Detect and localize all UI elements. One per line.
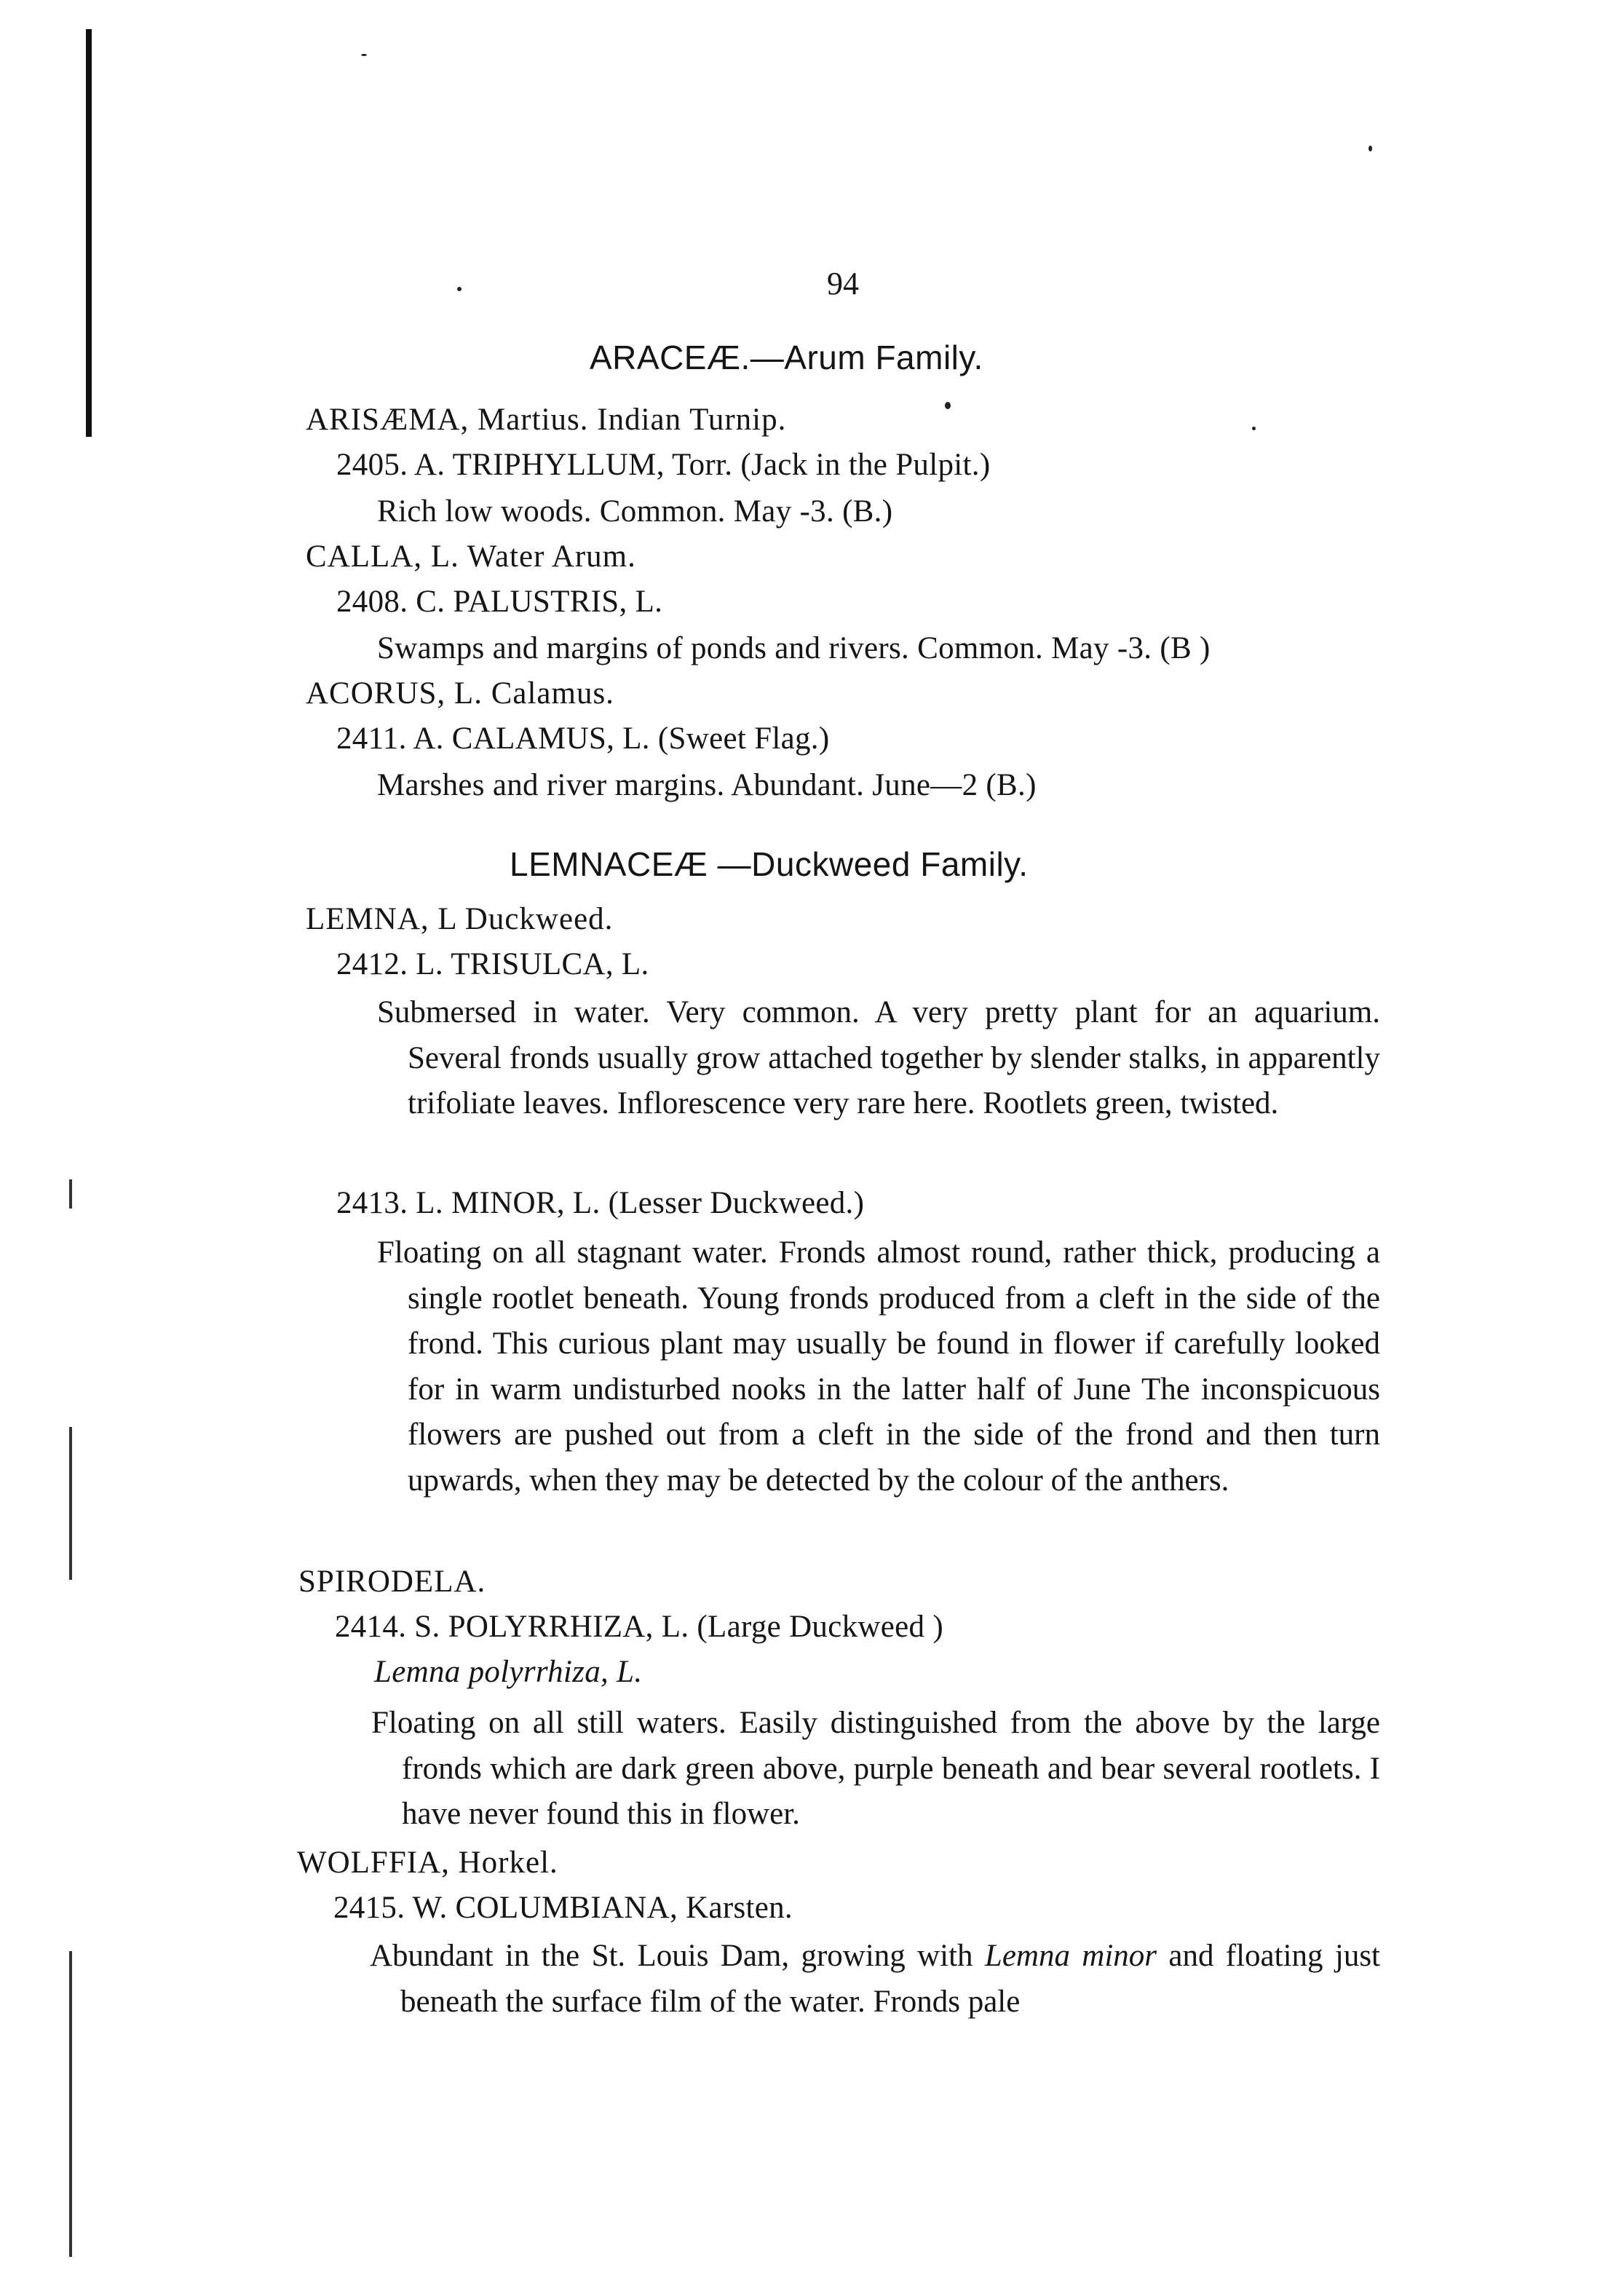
speck xyxy=(1368,146,1372,151)
speck xyxy=(945,402,951,409)
genus-calla: CALLA, L. Water Arum. xyxy=(306,539,636,574)
species-2412: 2412. L. TRISULCA, L. xyxy=(336,947,649,981)
genus-acorus: ACORUS, L. Calamus. xyxy=(306,676,614,711)
genus-wolffia: WOLFFIA, Horkel. xyxy=(297,1846,558,1880)
family-heading-araceae: ARACEÆ.—Arum Family. xyxy=(590,339,983,376)
species-2411: 2411. A. CALAMUS, L. (Sweet Flag.) xyxy=(336,721,830,756)
synonym-2414: Lemna polyrrhiza, L. xyxy=(374,1655,643,1689)
genus-lemna: LEMNA, L Duckweed. xyxy=(306,902,614,936)
speck xyxy=(457,287,462,291)
species-2414: 2414. S. POLYRRHIZA, L. (Large Duckweed ) xyxy=(335,1610,943,1644)
genus-arisaema: ARISÆMA, Martius. Indian Turnip. xyxy=(306,403,787,437)
genus-spirodela: SPIRODELA. xyxy=(298,1565,486,1599)
species-2413: 2413. L. MINOR, L. (Lesser Duckweed.) xyxy=(336,1186,865,1220)
species-2408: 2408. C. PALUSTRIS, L. xyxy=(336,585,663,619)
habitat-2408: Swamps and margins of ponds and rivers. Common. May -3. (B ) xyxy=(377,631,1211,665)
binding-edge-mark xyxy=(69,1951,72,2257)
description-2415-part-1: Abundant in the St. Louis Dam, growing with xyxy=(370,1939,973,1973)
binding-edge-top xyxy=(86,29,92,437)
page-number: 94 xyxy=(827,266,859,301)
binding-edge-mark xyxy=(69,1179,72,1209)
species-2415: 2415. W. COLUMBIANA, Karsten. xyxy=(333,1891,793,1925)
description-2412: Submersed in water. Very common. A very pretty plant for an aquarium. Several fronds usually grow attached together by slender stalks, in apparently trifoliate leaves. Inflorescence very rare here. Rootlets green, twisted. xyxy=(377,995,1380,1120)
family-heading-lemnaceae: LEMNACEÆ —Duckweed Family. xyxy=(510,845,1029,883)
habitat-2411: Marshes and river margins. Abundant. June—2 (B.) xyxy=(377,768,1037,802)
binding-edge-mark xyxy=(69,1427,72,1580)
description-2415 xyxy=(370,1934,1380,2025)
description-2414: Floating on all still waters. Easily distinguished from the above by the large fronds which are dark green above, purple beneath and bear several rootlets. I have never found this in flower. xyxy=(371,1706,1380,1831)
speck xyxy=(361,54,367,56)
speck xyxy=(1252,427,1256,430)
description-2415-part-2: and floating just beneath the surface film of the water. Fronds pale xyxy=(400,1939,1380,2019)
description-2415-italic: Lemna minor xyxy=(984,1939,1157,1973)
description-2413: Floating on all stagnant water. Fronds almost round, rather thick, producing a single rootlet beneath. Young fronds produced from a cleft in the side of the frond. This curious plant may usually be found in flower if carefully looked for in warm undisturbed nooks in the latter half of June The inconspicuous flowers are pushed out from a cleft in the side of the frond and then turn upwards, when they may be detected by the colour of the anthers. xyxy=(377,1235,1380,1498)
species-2405: 2405. A. TRIPHYLLUM, Torr. (Jack in the Pulpit.) xyxy=(336,448,991,482)
habitat-2405: Rich low woods. Common. May -3. (B.) xyxy=(377,494,893,529)
